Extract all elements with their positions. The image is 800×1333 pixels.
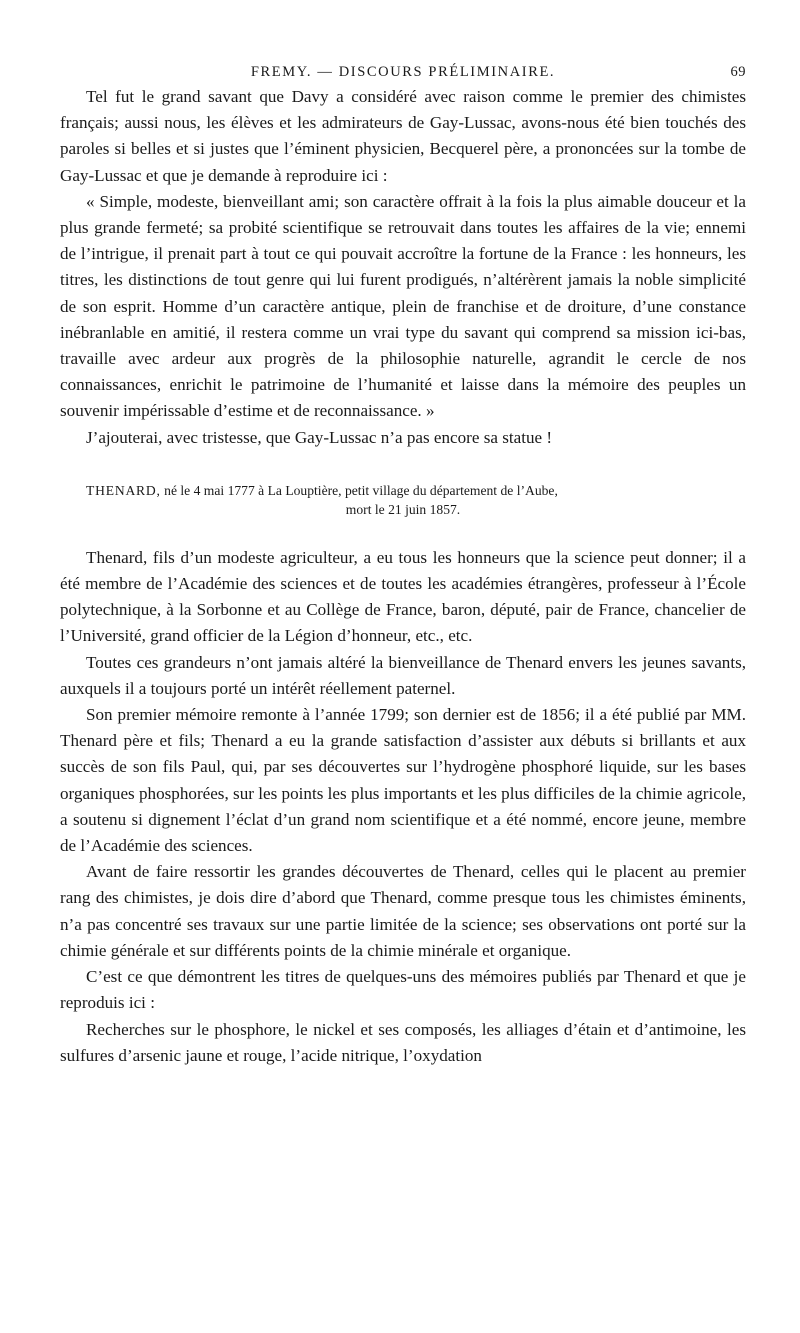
paragraph: Recherches sur le phosphore, le nickel et ses composés, les alliages d’étain et d’antimoine, les sulfures d’arsenic jaune et rouge, l’acide nitrique, l’oxydation [60, 1019, 746, 1065]
quotation-paragraph: « Simple, modeste, bienveillant ami; son caractère offrait à la fois la plus aimable douceur et la plus grande fermeté; sa probité scientifique se retrouvait dans toutes les affaires de la vie; ennemi de l’intrigue, il prenait part à tout ce qui pouvait accroître la fortune de la France : les honneurs, les titres, les distinctions de tout genre qui lui furent prodigués, n’altérèrent jamais la noble simplicité de son esprit. Homme d’un caractère antique, plein de franchise et de droiture, d’une constance inébranlable en amitié, il restera comme un vrai type du savant qui comprend sa mission ici-bas, travaille avec ardeur aux progrès de la philosophie naturelle, agrandit le cercle de nos connaissances, enrichit le patrimoine de l’humanité et laisse dans la mémoire des peuples un souvenir impérissable d’estime et de reconnaissance. » [60, 191, 746, 421]
running-header [60, 50, 746, 84]
paragraph: Avant de faire ressortir les grandes découvertes de Thenard, celles qui le placent au premier rang des chimistes, je dois dire d’abord que Thenard, comme presque tous les chimistes éminents, n’a pas concentré ses travaux sur une partie limitée de la science; ses observations ont porté sur la chimie générale et sur différents points de la chimie minérale et organique. [60, 862, 746, 960]
paragraph: C’est ce que démontrent les titres de quelques-uns des mémoires publiés par Thenard et que je reproduis ici : [60, 967, 746, 1013]
biographical-entry-heading [60, 481, 746, 519]
entry-name: THENARD, [86, 482, 161, 498]
paragraph: Son premier mémoire remonte à l’année 1799; son dernier est de 1856; il a été publié par MM. Thenard père et fils; Thenard a eu la grande satisfaction d’assister aux débuts si brillants et aux succès de son fils Paul, qui, par ses découvertes sur l’hydrogène phosphoré liquide, sur les bases organiques phosphorées, sur les points les plus importants et les plus difficiles de la chimie agricole, a soutenu si dignement l’éclat d’un grand nom scientifique et a été nommé, encore jeune, membre de l’Académie des sciences. [60, 705, 746, 856]
page-number: 69 [730, 64, 746, 80]
paragraph: J’ajouterai, avec tristesse, que Gay-Lussac n’a pas encore sa statue ! [86, 427, 553, 447]
section-gay-lussac [60, 84, 746, 451]
book-page [60, 0, 746, 1333]
running-title: FREMY. — DISCOURS PRÉLIMINAIRE. [250, 64, 556, 80]
paragraph: Tel fut le grand savant que Davy a considéré avec raison comme le premier des chimistes français; aussi nous, les élèves et les admirateurs de Gay-Lussac, avons-nous été bien touchés des paroles si belles et si justes que l’éminent physicien, Becquerel père, a prononcées sur la tombe de Gay-Lussac et que je demande à reproduire ici : [60, 87, 746, 185]
section-thenard [60, 545, 746, 1069]
entry-death-details: mort le 21 juin 1857. [345, 501, 461, 517]
paragraph: Thenard, fils d’un modeste agriculteur, a eu tous les honneurs que la science peut donner; il a été membre de l’Académie des sciences et de toutes les académies étrangères, professeur à l’École polytechnique, à la Sorbonne et au Collège de France, baron, député, pair de France, chancelier de l’Université, grand officier de la Légion d’honneur, etc., etc. [60, 547, 746, 646]
paragraph: Toutes ces grandeurs n’ont jamais altéré la bienveillance de Thenard envers les jeunes savants, auxquels il a toujours porté un intérêt réellement paternel. [60, 652, 746, 698]
entry-birth-details: né le 4 mai 1777 à La Louptière, petit village du département de l’Aube, [164, 482, 558, 498]
